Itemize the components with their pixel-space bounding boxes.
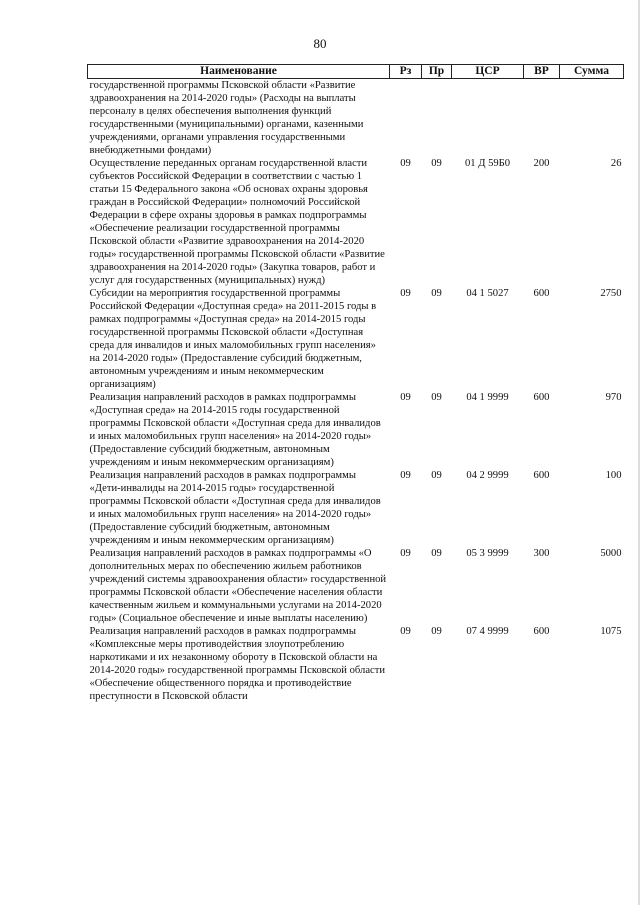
- row-name: Реализация направлений расходов в рамках подпрограммы «О дополнительных мерах по обеспечению жильем работников учреждений системы здравоохранения области» государственной программы Псковской области «Обеспечение населения области качественным жильем и коммунальными услугами на 2014-2020 годы» (Социальное обеспечение и иные выплаты населению): [89, 548, 387, 624]
- row-vr: 600: [533, 470, 550, 481]
- header-name: Наименование: [88, 65, 390, 79]
- table-row: [88, 79, 624, 158]
- row-sum: 2750: [600, 288, 622, 299]
- row-pr: 09: [431, 626, 442, 637]
- row-pr: 09: [431, 288, 442, 299]
- row-pr: [422, 79, 452, 158]
- header-pr: Пр: [422, 65, 452, 79]
- row-sum: 970: [605, 392, 622, 403]
- row-name: Осуществление переданных органам государственной власти субъектов Российской Федерации в соответствии с частью 1 статьи 15 Федерального закона «Об основах охраны здоровья граждан в Российской Федерации» полномочий Российской Федерации в сфере охраны здоровья в рамках подпрограммы «Обеспечение реализации государственной программы Псковской области «Развитие здравоохранения на 2014-2020 годы» государственной программы Псковской области «Развитие здравоохранения на 2014-2020 годы» (Закупка товаров, работ и услуг для государственных (муниципальных) нужд): [89, 158, 385, 286]
- row-vr: 600: [533, 626, 550, 637]
- row-csr: 01 Д 59Б0: [464, 158, 511, 169]
- table-row: [88, 547, 624, 625]
- page-number: 80: [313, 36, 327, 51]
- row-sum: 5000: [600, 548, 622, 559]
- row-sum: 26: [610, 158, 622, 169]
- row-rz: [390, 79, 422, 158]
- row-sum: [560, 79, 624, 158]
- header-rz: Рз: [390, 65, 422, 79]
- row-sum: 100: [605, 470, 622, 481]
- row-rz: 09: [400, 470, 411, 481]
- row-csr: 04 2 9999: [466, 470, 509, 481]
- row-name: Реализация направлений расходов в рамках подпрограммы «Дети-инвалиды на 2014-2015 годы» государственной программы Псковской области «Доступная среда для инвалидов и иных маломобильных групп населения» на 2014-2020 годы» (Предоставление субсидий бюджетным, автономным учреждениям и иным некоммерческим организациям): [89, 470, 381, 546]
- row-vr: 600: [533, 288, 550, 299]
- row-csr: [452, 79, 524, 158]
- header-csr: ЦСР: [452, 65, 524, 79]
- row-pr: 09: [431, 470, 442, 481]
- header-sum: Сумма: [560, 65, 624, 79]
- row-csr: 07 4 9999: [466, 626, 509, 637]
- row-pr: 09: [431, 392, 442, 403]
- row-rz: 09: [400, 392, 411, 403]
- row-name: государственной программы Псковской области «Развитие здравоохранения на 2014-2020 годы» (Расходы на выплаты персоналу в целях обеспечения выполнения функций государственными (муниципальными) органами, казенными учреждениями, органами управления государственными внебюджетными фондами): [89, 80, 364, 156]
- table-row: [88, 391, 624, 469]
- table-row: [88, 469, 624, 547]
- row-vr: 200: [533, 158, 550, 169]
- header-vr: ВР: [524, 65, 560, 79]
- row-rz: 09: [400, 288, 411, 299]
- row-pr: 09: [431, 158, 442, 169]
- table-row: [88, 287, 624, 391]
- row-csr: 05 3 9999: [466, 548, 509, 559]
- row-vr: 600: [533, 392, 550, 403]
- row-sum: 1075: [600, 626, 622, 637]
- row-pr: 09: [431, 548, 442, 559]
- table-header-row: [88, 65, 624, 79]
- table-row: [88, 157, 624, 287]
- row-vr: [524, 79, 560, 158]
- row-name: Реализация направлений расходов в рамках подпрограммы «Доступная среда» на 2014-2015 годы государственной программы Псковской области «Доступная среда для инвалидов и иных маломобильных групп населения» на 2014-2020 годы» (Предоставление субсидий бюджетным, автономным учреждениям и иным некоммерческим организациям): [89, 392, 381, 468]
- budget-table: [87, 64, 624, 703]
- table-row: [88, 625, 624, 703]
- row-rz: 09: [400, 158, 411, 169]
- row-csr: 04 1 9999: [466, 392, 509, 403]
- row-name: Реализация направлений расходов в рамках подпрограммы «Комплексные меры противодействия злоупотреблению наркотиками и их незаконному обороту в Псковской области на 2014-2020 годы» государственной программы Псковской области «Обеспечение общественного порядка и противодействие преступности в Псковской области: [89, 626, 386, 702]
- row-vr: 300: [533, 548, 550, 559]
- row-name: Субсидии на мероприятия государственной программы Российской Федерации «Доступная среда» на 2011-2015 годы в рамках подпрограммы «Доступная среда» на 2014-2015 годы государственной программы Псковской области «Доступная среда для инвалидов и иных маломобильных групп населения» на 2014-2020 годы» (Предоставление субсидий бюджетным, автономным учреждениям и иным некоммерческим организациям): [89, 288, 377, 390]
- row-csr: 04 1 5027: [466, 288, 509, 299]
- row-rz: 09: [400, 548, 411, 559]
- row-rz: 09: [400, 626, 411, 637]
